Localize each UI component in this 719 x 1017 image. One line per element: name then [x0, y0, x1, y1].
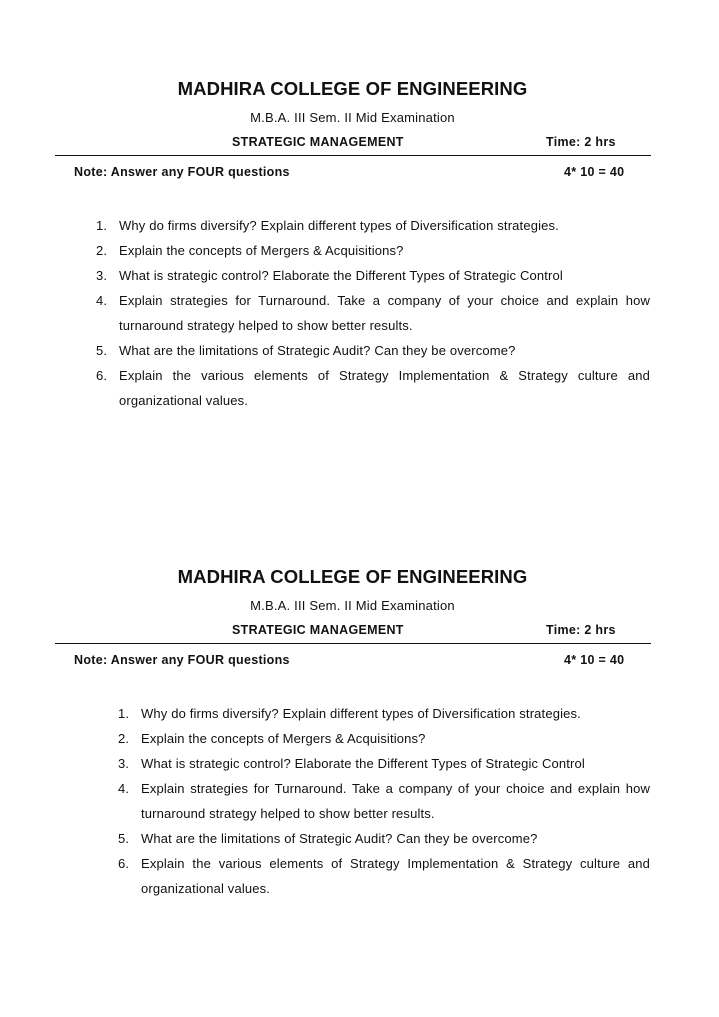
- question-text: What are the limitations of Strategic Audit? Can they be overcome?: [141, 831, 538, 846]
- exam-duration: Time: 2 hrs: [546, 623, 616, 637]
- college-name: MADHIRA COLLEGE OF ENGINEERING: [177, 78, 528, 99]
- marks-scheme: 4* 10 = 40: [564, 165, 625, 179]
- question-item: [96, 338, 650, 363]
- question-item: [96, 213, 650, 238]
- question-item: [118, 826, 650, 851]
- question-item: [118, 701, 650, 726]
- question-list: [96, 213, 650, 413]
- question-item: [96, 363, 650, 413]
- question-text: What are the limitations of Strategic Audit? Can they be overcome?: [119, 343, 516, 358]
- instructions-note: Note: Answer any FOUR questions: [74, 165, 290, 179]
- header-divider: [55, 643, 651, 644]
- question-number: 3.: [118, 756, 130, 771]
- question-number: 1.: [96, 218, 108, 233]
- question-item: [118, 751, 650, 776]
- college-name: MADHIRA COLLEGE OF ENGINEERING: [177, 566, 528, 587]
- question-item: [96, 263, 650, 288]
- question-number: 1.: [118, 706, 130, 721]
- instructions-note: Note: Answer any FOUR questions: [74, 653, 290, 667]
- question-item: [96, 288, 650, 338]
- question-text: Why do firms diversify? Explain different types of Diversification strategies.: [119, 218, 559, 233]
- question-text: Explain strategies for Turnaround. Take a company of your choice and explain how turnaround strategy helped to show better results.: [141, 781, 650, 821]
- question-item: [118, 851, 650, 901]
- exam-duration: Time: 2 hrs: [546, 135, 616, 149]
- question-text: Explain the concepts of Mergers & Acquisitions?: [119, 243, 404, 258]
- question-item: [118, 776, 650, 826]
- question-item: [118, 726, 650, 751]
- question-number: 6.: [118, 856, 130, 871]
- question-number: 4.: [96, 293, 108, 308]
- question-item: [96, 238, 650, 263]
- question-text: Explain the various elements of Strategy Implementation & Strategy culture and organizational values.: [119, 368, 650, 408]
- question-text: Explain the various elements of Strategy Implementation & Strategy culture and organizational values.: [141, 856, 650, 896]
- header-divider: [55, 155, 651, 156]
- question-text: What is strategic control? Elaborate the Different Types of Strategic Control: [141, 756, 585, 771]
- exam-title: M.B.A. III Sem. II Mid Examination: [250, 598, 455, 613]
- question-number: 5.: [96, 343, 108, 358]
- marks-scheme: 4* 10 = 40: [564, 653, 625, 667]
- question-text: Explain strategies for Turnaround. Take a company of your choice and explain how turnaround strategy helped to show better results.: [119, 293, 650, 333]
- subject-name: STRATEGIC MANAGEMENT: [232, 135, 404, 149]
- question-number: 6.: [96, 368, 108, 383]
- exam-title: M.B.A. III Sem. II Mid Examination: [250, 110, 455, 125]
- question-number: 3.: [96, 268, 108, 283]
- question-text: Why do firms diversify? Explain different types of Diversification strategies.: [141, 706, 581, 721]
- question-list: [118, 701, 650, 901]
- question-text: Explain the concepts of Mergers & Acquisitions?: [141, 731, 426, 746]
- question-number: 2.: [118, 731, 130, 746]
- subject-name: STRATEGIC MANAGEMENT: [232, 623, 404, 637]
- question-number: 5.: [118, 831, 130, 846]
- question-text: What is strategic control? Elaborate the Different Types of Strategic Control: [119, 268, 563, 283]
- question-number: 4.: [118, 781, 130, 796]
- question-number: 2.: [96, 243, 108, 258]
